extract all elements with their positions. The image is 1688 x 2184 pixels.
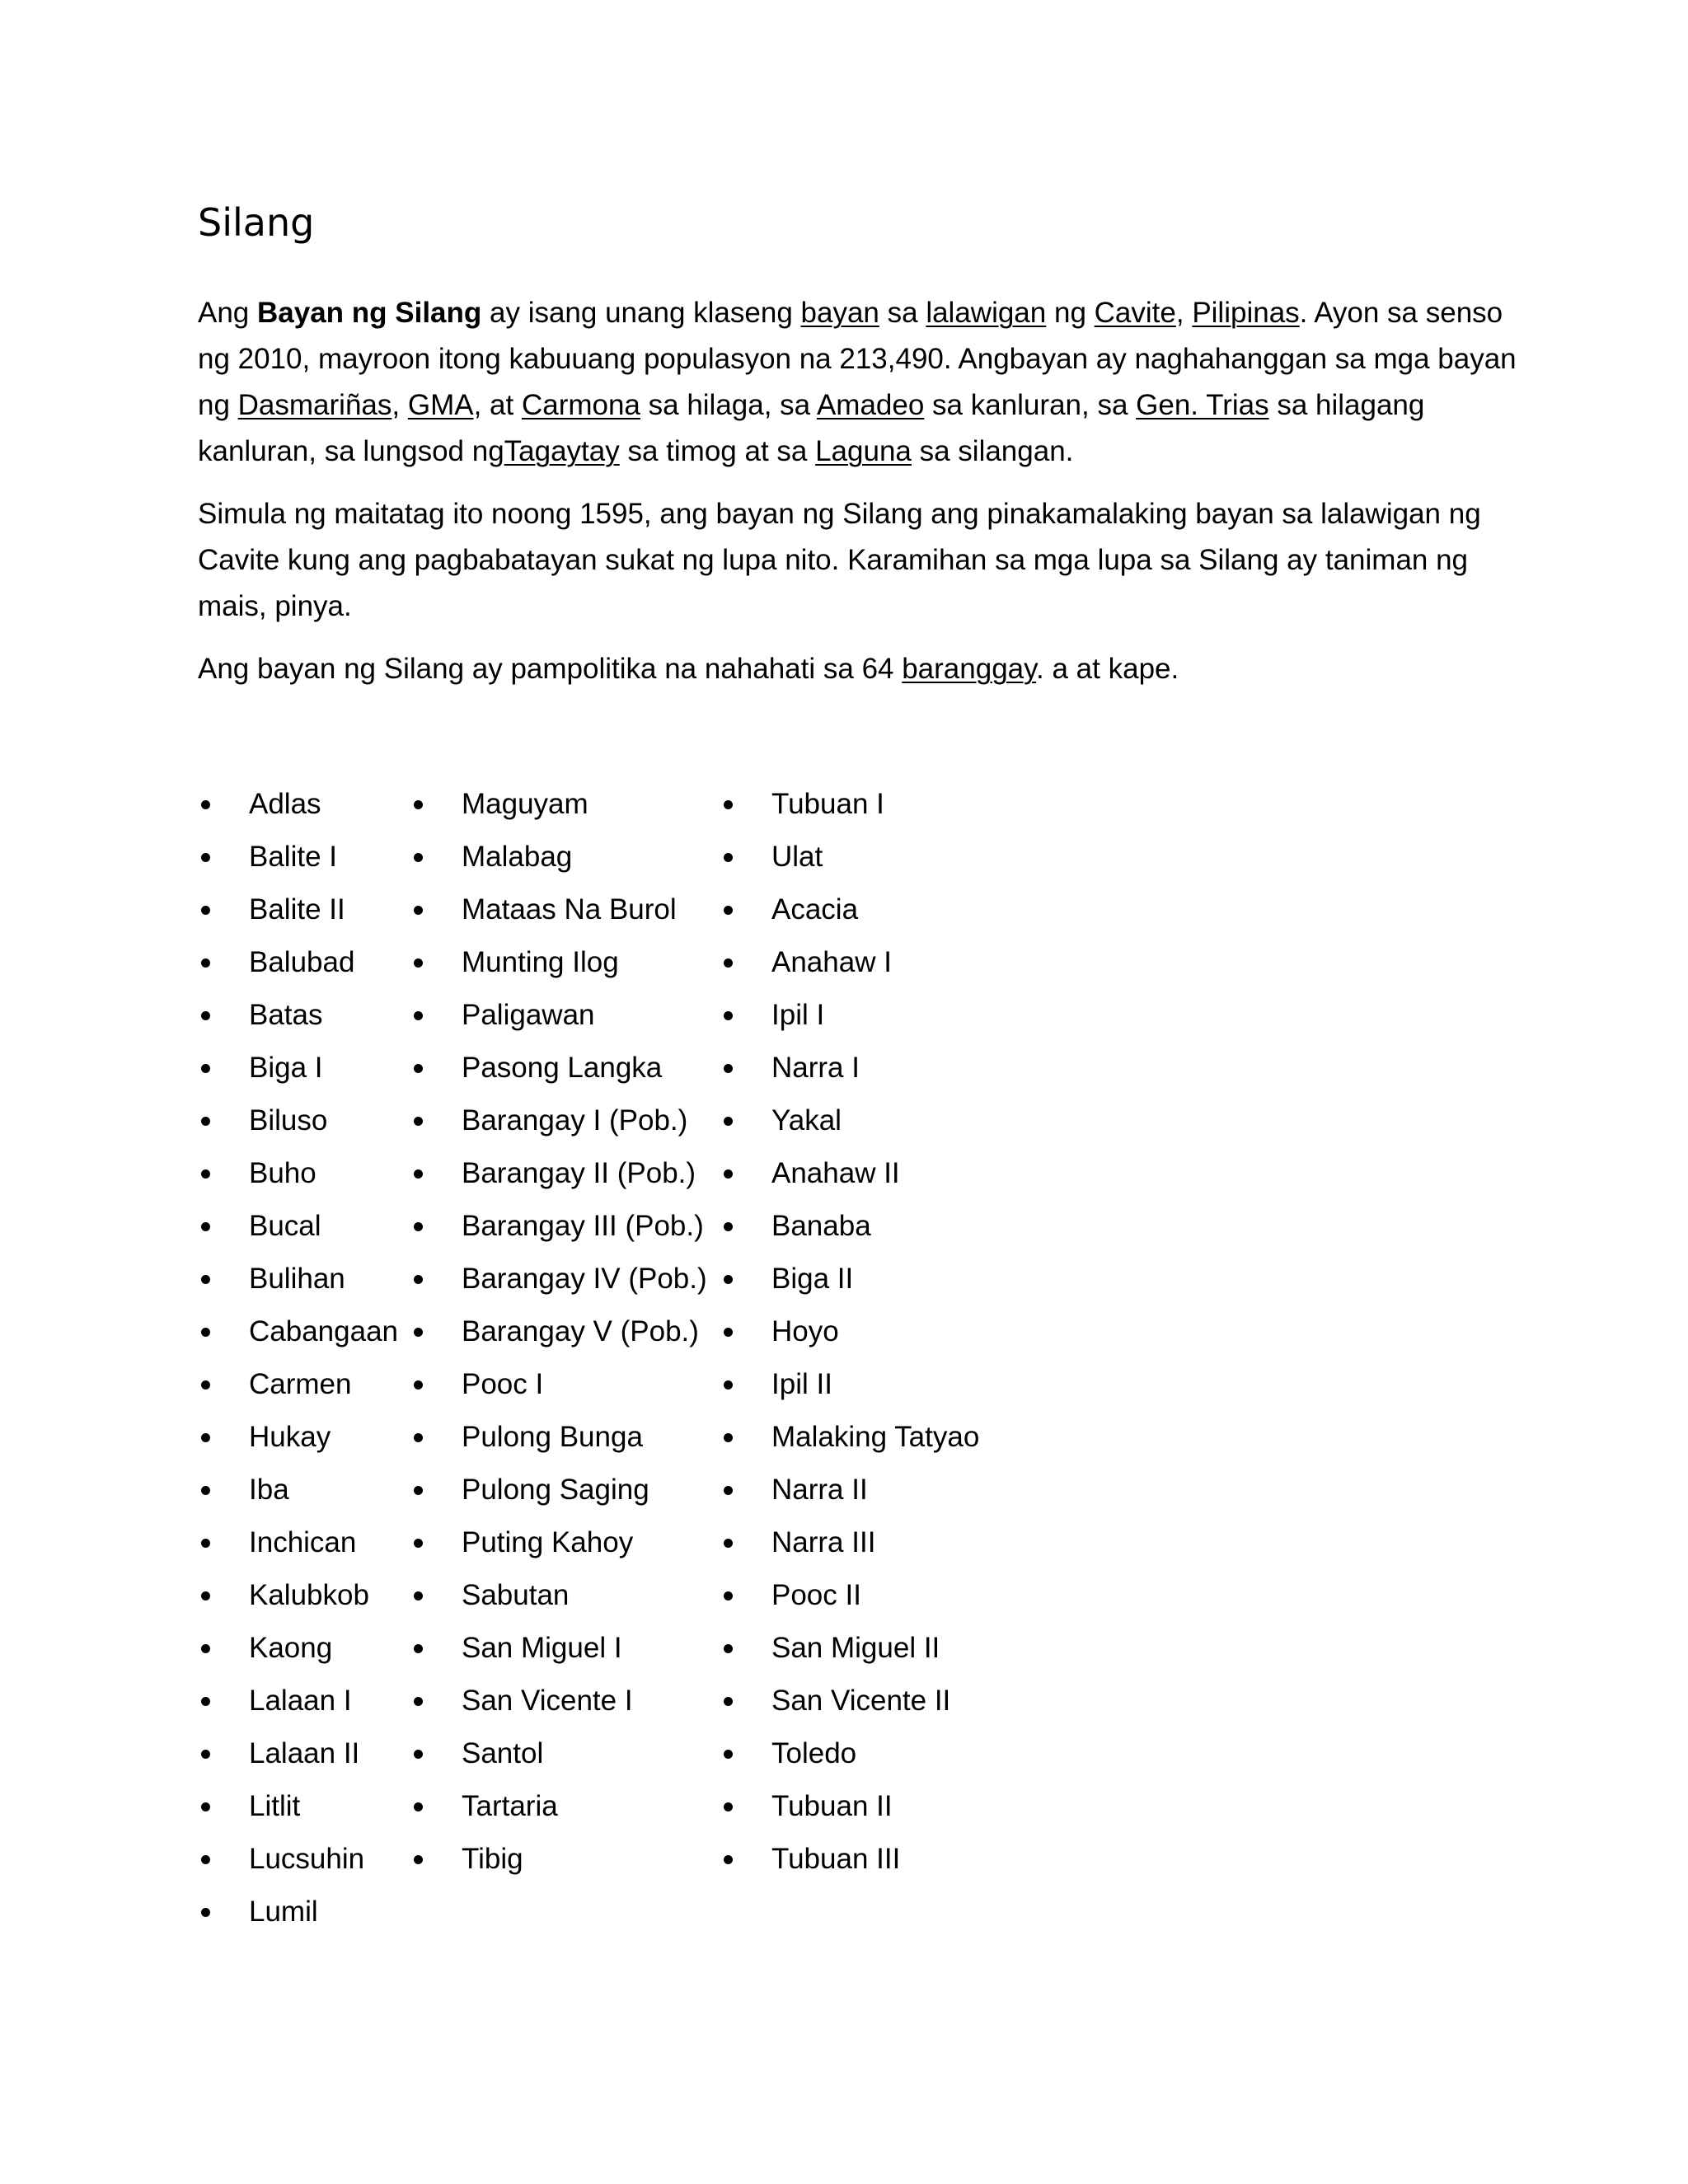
barangay-name: Cabangaan xyxy=(249,1315,398,1347)
bullet-icon xyxy=(414,1064,423,1073)
list-item xyxy=(410,1411,707,1464)
list-item xyxy=(410,1305,707,1358)
bullet-icon xyxy=(414,1169,423,1179)
list-item xyxy=(720,1464,979,1516)
list-item xyxy=(410,1675,707,1727)
barangay-name: Sabutan xyxy=(462,1579,570,1611)
bullet-icon xyxy=(724,1855,733,1864)
bullet-icon xyxy=(724,1222,733,1231)
barangay-name: Adlas xyxy=(249,788,321,820)
list-item xyxy=(410,1780,707,1833)
bullet-icon xyxy=(201,1802,210,1811)
list-item xyxy=(198,1516,398,1569)
barangay-name: Malaking Tatyao xyxy=(771,1421,980,1453)
bullet-icon xyxy=(201,1539,210,1548)
bullet-icon xyxy=(724,1380,733,1390)
list-item xyxy=(720,778,979,831)
barangay-list-column-3 xyxy=(720,778,979,1886)
list-item xyxy=(198,989,398,1042)
bullet-icon xyxy=(724,906,733,915)
barangay-name: San Vicente II xyxy=(771,1685,951,1717)
link-dasmarinas[interactable]: Dasmariñas xyxy=(237,389,392,421)
bullet-icon xyxy=(201,1486,210,1495)
barangay-name: Barangay V (Pob.) xyxy=(462,1315,699,1347)
list-item xyxy=(720,883,979,936)
bullet-icon xyxy=(414,1433,423,1442)
barangay-name: Santol xyxy=(462,1737,544,1769)
list-item xyxy=(410,1042,707,1094)
list-item xyxy=(198,1411,398,1464)
barangay-name: Kaong xyxy=(249,1632,333,1664)
bullet-icon xyxy=(414,1591,423,1601)
barangay-name: Biga I xyxy=(249,1052,323,1084)
bullet-icon xyxy=(724,1064,733,1073)
list-item xyxy=(410,1569,707,1622)
bullet-icon xyxy=(414,1697,423,1706)
bullet-icon xyxy=(414,1750,423,1759)
barangay-name: Hoyo xyxy=(771,1315,839,1347)
list-item xyxy=(720,1569,979,1622)
list-item xyxy=(198,1833,398,1886)
list-item xyxy=(198,1675,398,1727)
bullet-icon xyxy=(414,1486,423,1495)
bullet-icon xyxy=(201,1908,210,1917)
history-paragraph: Simula ng maitatag ito noong 1595, ang bayan ng Silang ang pinakamalaking bayan sa lalawigan ng Cavite kung ang pagbabatayan sukat ng lupa nito. Karamihan sa mga lupa sa Silang ay taniman ng mais, pinya. xyxy=(198,498,1481,622)
bullet-icon xyxy=(201,1855,210,1864)
list-item xyxy=(198,778,398,831)
barangay-name: Maguyam xyxy=(462,788,588,820)
barangay-name: Mataas Na Burol xyxy=(462,893,677,926)
link-laguna[interactable]: Laguna xyxy=(815,435,912,467)
barangay-name: Biluso xyxy=(249,1104,328,1137)
barangay-name: Pooc I xyxy=(462,1368,544,1400)
bullet-icon xyxy=(724,1591,733,1601)
barangay-name: Paligawan xyxy=(462,999,595,1031)
bullet-icon xyxy=(201,1328,210,1337)
barangay-name: San Miguel II xyxy=(771,1632,940,1664)
barangay-name: Narra I xyxy=(771,1052,860,1084)
link-cavite[interactable]: Cavite xyxy=(1094,297,1176,329)
list-item xyxy=(720,936,979,989)
barangay-name: Balite II xyxy=(249,893,345,926)
barangay-name: Ulat xyxy=(771,841,823,873)
barangay-name: Malabag xyxy=(462,841,573,873)
list-item xyxy=(410,989,707,1042)
bullet-icon xyxy=(414,1539,423,1548)
barangay-name: Tubuan III xyxy=(771,1843,901,1875)
bullet-icon xyxy=(201,1697,210,1706)
list-item xyxy=(198,1200,398,1253)
link-lalawigan[interactable]: lalawigan xyxy=(926,297,1047,329)
list-item xyxy=(198,831,398,883)
intro-paragraph: Ang Bayan ng Silang ay isang unang klaseng bayan sa lalawigan ng Cavite, Pilipinas. Ayon sa senso ng 2010, mayroon itong kabuuang populasyon na 213,490. Angbayan ay naghahanggan sa mga bayan ng Dasmariñas, GMA, at Carmona sa hilaga, sa Amadeo sa kanluran, sa Gen. Trias sa hilagang kanluran, sa lungsod ngTagaytay sa timog at sa Laguna sa silangan. xyxy=(198,297,1517,467)
barangay-name: Hukay xyxy=(249,1421,331,1453)
bullet-icon xyxy=(201,1380,210,1390)
list-item xyxy=(720,1094,979,1147)
list-item xyxy=(410,883,707,936)
barangay-name: Banaba xyxy=(771,1210,871,1242)
barangay-name: Tubuan II xyxy=(771,1790,893,1822)
list-item xyxy=(198,1622,398,1675)
barangay-name: Kalubkob xyxy=(249,1579,369,1611)
list-item xyxy=(410,1200,707,1253)
bullet-icon xyxy=(724,1486,733,1495)
bullet-icon xyxy=(201,853,210,862)
barangay-name: Tubuan I xyxy=(771,788,884,820)
list-item xyxy=(410,1833,707,1886)
barangay-name: Biga II xyxy=(771,1263,854,1295)
barangay-name: Lalaan I xyxy=(249,1685,352,1717)
barangay-name: Ipil II xyxy=(771,1368,832,1400)
barangay-name: Toledo xyxy=(771,1737,857,1769)
barangay-name: Tibig xyxy=(462,1843,523,1875)
list-item xyxy=(410,778,707,831)
list-item xyxy=(198,1253,398,1305)
link-baranggay[interactable]: baranggay xyxy=(902,653,1037,685)
bullet-icon xyxy=(201,1169,210,1179)
barangay-list-column-2 xyxy=(410,778,707,1886)
barangay-list-column-1 xyxy=(198,778,398,1938)
list-item xyxy=(198,1727,398,1780)
bullet-icon xyxy=(414,1855,423,1864)
list-item xyxy=(198,936,398,989)
barangay-name: Narra III xyxy=(771,1526,876,1558)
barangay-name: Narra II xyxy=(771,1474,868,1506)
list-item xyxy=(720,1675,979,1727)
list-item xyxy=(410,1253,707,1305)
bullet-icon xyxy=(201,1750,210,1759)
list-item xyxy=(198,1042,398,1094)
list-item xyxy=(410,1516,707,1569)
barangay-name: Lalaan II xyxy=(249,1737,360,1769)
bullet-icon xyxy=(201,1222,210,1231)
bullet-icon xyxy=(724,1539,733,1548)
barangay-name: Acacia xyxy=(771,893,859,926)
barangay-paragraph: Ang bayan ng Silang ay pampolitika na nahahati sa 64 baranggay. a at kape. xyxy=(198,653,1179,685)
bullet-icon xyxy=(414,906,423,915)
bullet-icon xyxy=(201,800,210,809)
list-item xyxy=(410,1622,707,1675)
list-item xyxy=(198,1305,398,1358)
bullet-icon xyxy=(201,1064,210,1073)
list-item xyxy=(720,989,979,1042)
bullet-icon xyxy=(724,1644,733,1653)
bayan-ng-silang-bold: Bayan ng Silang xyxy=(257,297,482,329)
list-item xyxy=(720,1200,979,1253)
bullet-icon xyxy=(414,958,423,968)
barangay-name: Bucal xyxy=(249,1210,321,1242)
list-item xyxy=(410,1147,707,1200)
bullet-icon xyxy=(201,958,210,968)
bullet-icon xyxy=(201,1011,210,1020)
list-item xyxy=(198,1886,398,1938)
barangay-name: Pooc II xyxy=(771,1579,861,1611)
list-item xyxy=(410,1464,707,1516)
list-item xyxy=(720,1411,979,1464)
bullet-icon xyxy=(724,1117,733,1126)
list-item xyxy=(720,1516,979,1569)
barangay-name: Litlit xyxy=(249,1790,301,1822)
barangay-name: Tartaria xyxy=(462,1790,558,1822)
bullet-icon xyxy=(414,853,423,862)
list-item xyxy=(198,1569,398,1622)
barangay-name: Ipil I xyxy=(771,999,825,1031)
barangay-name: Barangay III (Pob.) xyxy=(462,1210,704,1242)
link-pilipinas[interactable]: Pilipinas xyxy=(1192,297,1300,329)
barangay-name: Anahaw II xyxy=(771,1157,900,1189)
list-item xyxy=(410,1727,707,1780)
list-item xyxy=(720,1042,979,1094)
list-item xyxy=(198,1094,398,1147)
list-item xyxy=(198,1147,398,1200)
list-item xyxy=(720,1358,979,1411)
bullet-icon xyxy=(414,1328,423,1337)
link-carmona[interactable]: Carmona xyxy=(521,389,640,421)
bullet-icon xyxy=(201,1591,210,1601)
list-item xyxy=(410,1094,707,1147)
barangay-name: Barangay IV (Pob.) xyxy=(462,1263,707,1295)
barangay-name: Barangay I (Pob.) xyxy=(462,1104,688,1137)
list-item xyxy=(198,1464,398,1516)
barangay-name: Balite I xyxy=(249,841,337,873)
barangay-name: Balubad xyxy=(249,946,355,978)
bullet-icon xyxy=(414,1644,423,1653)
bullet-icon xyxy=(201,906,210,915)
link-gma[interactable]: GMA xyxy=(407,389,474,421)
bullet-icon xyxy=(724,1802,733,1811)
link-gen-trias[interactable]: Gen. Trias xyxy=(1136,389,1269,421)
bullet-icon xyxy=(724,853,733,862)
barangay-name: Puting Kahoy xyxy=(462,1526,634,1558)
bullet-icon xyxy=(724,800,733,809)
list-item xyxy=(720,1727,979,1780)
barangay-name: Barangay II (Pob.) xyxy=(462,1157,696,1189)
link-tagaytay[interactable]: Tagaytay xyxy=(504,435,620,467)
bullet-icon xyxy=(414,800,423,809)
bullet-icon xyxy=(201,1275,210,1284)
list-item xyxy=(720,1780,979,1833)
bullet-icon xyxy=(724,1328,733,1337)
list-item xyxy=(720,1253,979,1305)
barangay-name: Lumil xyxy=(249,1896,318,1928)
bullet-icon xyxy=(724,1275,733,1284)
list-item xyxy=(720,1622,979,1675)
list-item xyxy=(198,883,398,936)
bullet-icon xyxy=(724,958,733,968)
bullet-icon xyxy=(724,1433,733,1442)
list-item xyxy=(198,1358,398,1411)
barangay-name: Munting Ilog xyxy=(462,946,619,978)
barangay-name: San Miguel I xyxy=(462,1632,622,1664)
barangay-name: Batas xyxy=(249,999,323,1031)
barangay-name: Inchican xyxy=(249,1526,357,1558)
bullet-icon xyxy=(201,1433,210,1442)
barangay-name: Pasong Langka xyxy=(462,1052,663,1084)
list-item xyxy=(720,1147,979,1200)
list-item xyxy=(198,1780,398,1833)
bullet-icon xyxy=(724,1750,733,1759)
barangay-name: Iba xyxy=(249,1474,289,1506)
list-item xyxy=(720,1833,979,1886)
list-item xyxy=(720,831,979,883)
bullet-icon xyxy=(414,1802,423,1811)
link-amadeo[interactable]: Amadeo xyxy=(816,389,925,421)
bullet-icon xyxy=(414,1117,423,1126)
bullet-icon xyxy=(724,1169,733,1179)
bullet-icon xyxy=(414,1380,423,1390)
bullet-icon xyxy=(724,1011,733,1020)
barangay-name: Lucsuhin xyxy=(249,1843,365,1875)
list-item xyxy=(410,936,707,989)
bullet-icon xyxy=(414,1011,423,1020)
list-item xyxy=(410,831,707,883)
page-title: Silang xyxy=(198,200,315,245)
bullet-icon xyxy=(724,1697,733,1706)
barangay-name: Pulong Bunga xyxy=(462,1421,643,1453)
bullet-icon xyxy=(201,1117,210,1126)
barangay-name: Bulihan xyxy=(249,1263,345,1295)
list-item xyxy=(720,1305,979,1358)
barangay-name: Pulong Saging xyxy=(462,1474,649,1506)
bullet-icon xyxy=(414,1222,423,1231)
list-item xyxy=(410,1358,707,1411)
barangay-name: Anahaw I xyxy=(771,946,892,978)
barangay-name: Yakal xyxy=(771,1104,842,1137)
link-bayan[interactable]: bayan xyxy=(800,297,879,329)
bullet-icon xyxy=(201,1644,210,1653)
bullet-icon xyxy=(414,1275,423,1284)
barangay-name: Buho xyxy=(249,1157,316,1189)
barangay-name: San Vicente I xyxy=(462,1685,633,1717)
barangay-name: Carmen xyxy=(249,1368,352,1400)
